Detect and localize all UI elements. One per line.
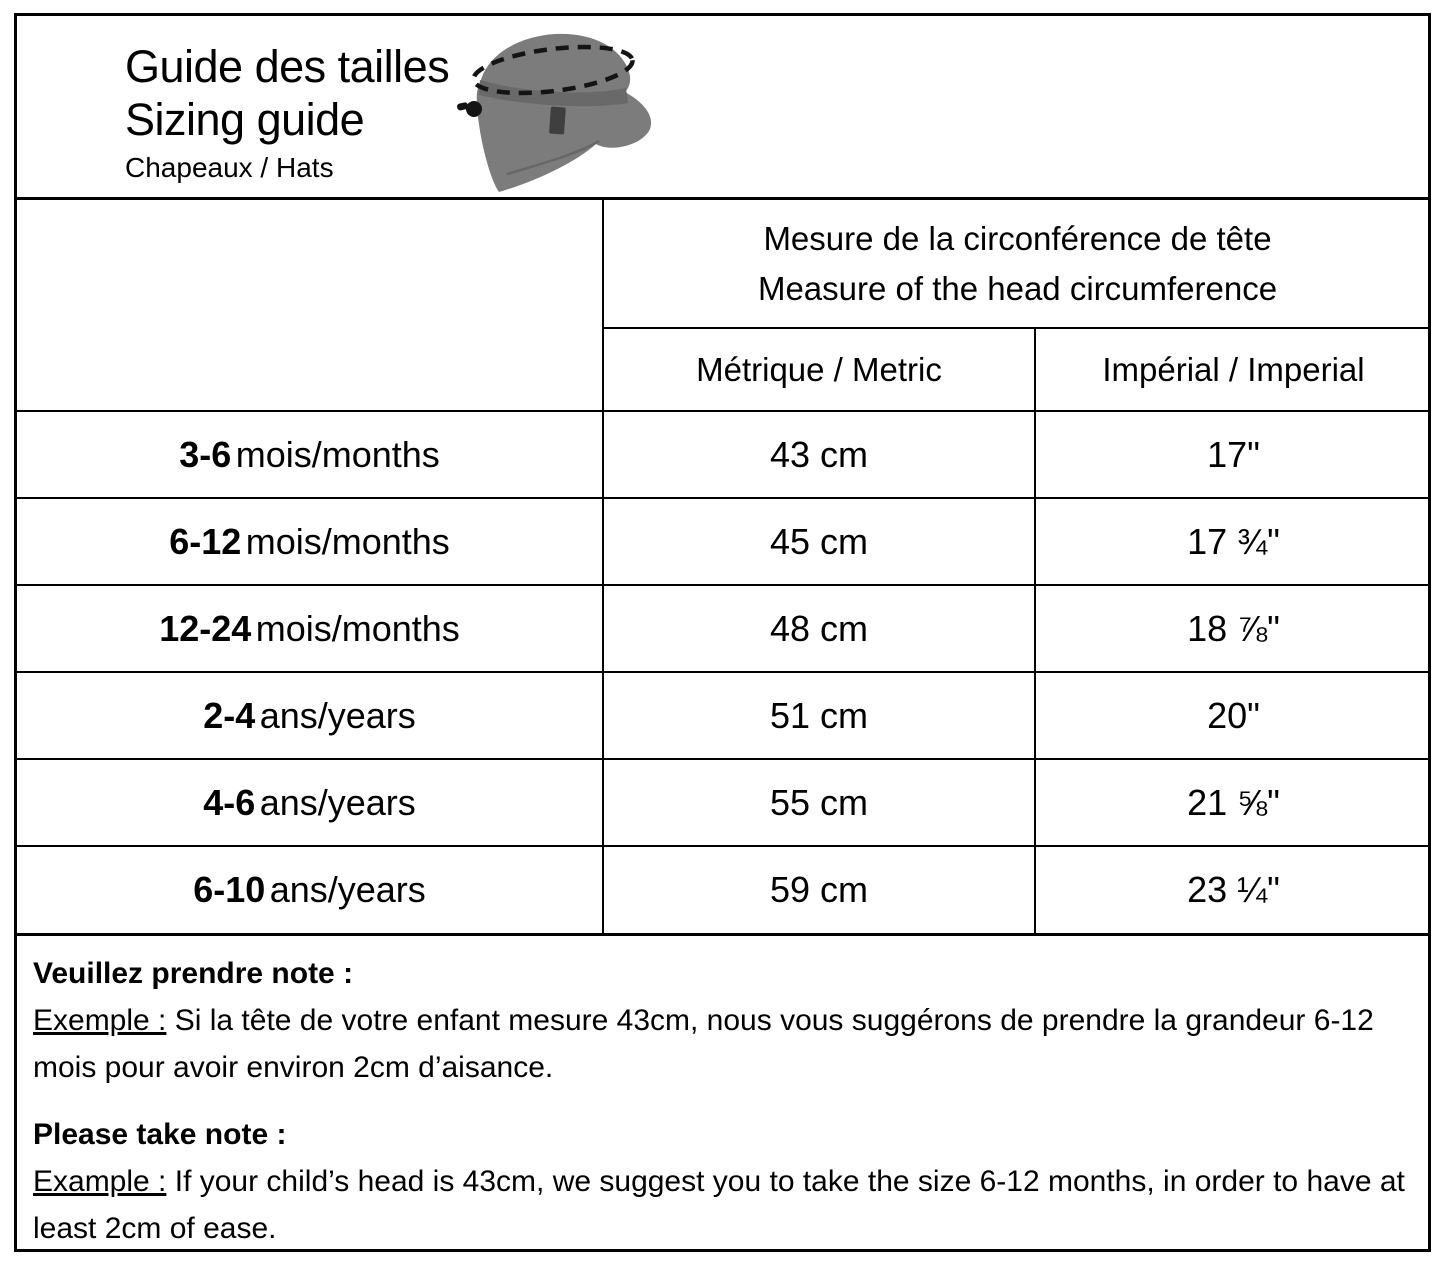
metric-cell: 59 cm xyxy=(603,846,1035,933)
page-title-en: Sizing guide xyxy=(125,94,365,145)
metric-cell: 43 cm xyxy=(603,411,1035,498)
note-example-text-fr: Si la tête de votre enfant mesure 43cm, nous vous suggérons de prendre la grandeur 6-12 mois pour avoir environ 2cm d’aisance. xyxy=(33,1004,1374,1084)
size-cell xyxy=(17,672,603,759)
size-range: 6-12 xyxy=(169,520,242,562)
table-row xyxy=(17,498,1431,585)
size-unit: mois/months xyxy=(255,607,460,649)
note-heading-en: Please take note : xyxy=(33,1118,287,1151)
note-example-text-en: If your child’s head is 43cm, we suggest you to take the size 6-12 months, in order to have at least 2cm of ease. xyxy=(33,1165,1405,1245)
note-spacer xyxy=(33,1091,1410,1111)
size-unit: ans/years xyxy=(259,694,416,736)
imperial-cell: 23 ¼" xyxy=(1035,846,1431,933)
sizing-guide-sheet xyxy=(14,13,1431,1252)
size-cell xyxy=(17,585,603,672)
metric-column-header: Métrique / Metric xyxy=(603,328,1035,411)
metric-cell: 51 cm xyxy=(603,672,1035,759)
table-group-header-row xyxy=(17,200,1431,328)
note-example-fr xyxy=(33,997,1410,1091)
imperial-cell: 21 ⅝" xyxy=(1035,759,1431,846)
note-heading-fr: Veuillez prendre note : xyxy=(33,957,354,990)
hat-label-icon xyxy=(549,107,566,135)
table-row xyxy=(17,585,1431,672)
hat-image xyxy=(449,22,669,196)
imperial-cell: 17 ¾" xyxy=(1035,498,1431,585)
imperial-cell: 17" xyxy=(1035,411,1431,498)
size-guide-table xyxy=(17,200,1431,933)
note-example-en xyxy=(33,1158,1410,1245)
size-unit: ans/years xyxy=(269,869,426,910)
size-range: 6-10 xyxy=(193,869,266,910)
size-unit: ans/years xyxy=(259,781,416,823)
size-cell xyxy=(17,846,603,933)
metric-cell: 45 cm xyxy=(603,498,1035,585)
size-unit: mois/months xyxy=(235,433,440,475)
title-block xyxy=(125,40,449,185)
table-row xyxy=(17,672,1431,759)
group-header xyxy=(603,200,1431,328)
size-cell xyxy=(17,759,603,846)
page-subtitle: Chapeaux / Hats xyxy=(125,152,334,183)
metric-cell: 55 cm xyxy=(603,759,1035,846)
table-row xyxy=(17,411,1431,498)
cord-lock-icon xyxy=(466,101,482,117)
page-title-fr: Guide des tailles xyxy=(125,41,450,92)
note-example-label-fr: Exemple : xyxy=(33,1004,167,1037)
metric-cell: 48 cm xyxy=(603,585,1035,672)
size-cell xyxy=(17,498,603,585)
size-range: 4-6 xyxy=(203,781,256,823)
hat-illustration xyxy=(449,22,669,196)
size-range: 12-24 xyxy=(159,607,252,649)
size-range: 3-6 xyxy=(179,433,232,475)
imperial-cell: 18 ⅞" xyxy=(1035,585,1431,672)
group-header-line-en: Measure of the head circumference xyxy=(757,269,1278,307)
size-cell xyxy=(17,411,603,498)
group-header-line-fr: Mesure de la circonférence de tête xyxy=(763,219,1272,257)
table-row xyxy=(17,759,1431,846)
notes-section xyxy=(17,933,1428,1245)
imperial-cell: 20" xyxy=(1035,672,1431,759)
size-unit: mois/months xyxy=(245,520,450,562)
size-range: 2-4 xyxy=(203,694,256,736)
empty-corner-cell xyxy=(17,200,603,411)
note-example-label-en: Example : xyxy=(33,1165,167,1198)
header-section xyxy=(17,16,1428,200)
imperial-column-header: Impérial / Imperial xyxy=(1035,328,1431,411)
table-row xyxy=(17,846,1431,933)
